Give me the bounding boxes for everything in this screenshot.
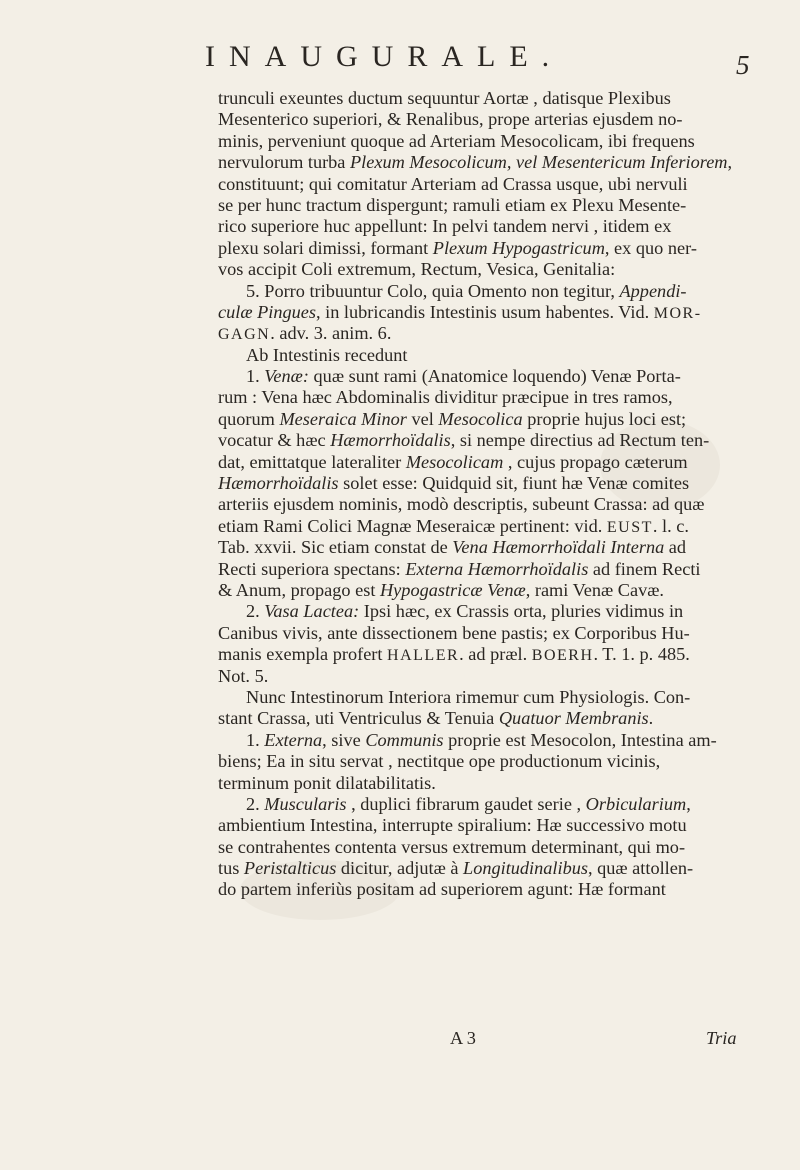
text-run: manis exempla profert xyxy=(218,644,388,665)
text-run: , cujus propago cæterum xyxy=(503,451,688,472)
italic-run: Hypogastricæ Venæ xyxy=(379,579,526,600)
text-run: . T. 1. p. 485. xyxy=(593,644,690,665)
text-run: Ab Intestinis recedunt xyxy=(246,344,408,365)
italic-run: Hæmorrhoïdalis xyxy=(218,473,339,494)
italic-run: culæ Pingues xyxy=(218,301,316,322)
text-run: proprie hujus loci est; xyxy=(522,408,687,429)
text-line xyxy=(218,666,738,687)
text-run: . adv. 3. anim. 6. xyxy=(270,323,392,344)
text-run: ad xyxy=(664,537,687,558)
text-line xyxy=(218,409,738,430)
text-run: dat, emittatque lateraliter xyxy=(218,451,406,472)
text-run: rum : Vena hæc Abdominalis dividitur præcipue in tres ramos, xyxy=(218,387,673,408)
italic-run: Quatuor Membranis xyxy=(498,708,649,729)
text-run: 1. xyxy=(246,366,265,387)
text-line xyxy=(218,452,738,473)
small-caps-run: GAGN xyxy=(218,326,271,344)
italic-run: Externa Hæmorrhoïdalis xyxy=(405,558,589,579)
text-run: , xyxy=(686,793,691,814)
text-line xyxy=(218,216,738,237)
text-line xyxy=(218,730,738,751)
small-caps-run: HALLER xyxy=(387,647,460,665)
text-line xyxy=(218,473,738,494)
text-line xyxy=(218,238,738,259)
text-run: Ipsi hæc, ex Crassis orta, pluries vidimus in xyxy=(359,601,684,622)
text-line xyxy=(218,879,738,900)
text-line xyxy=(218,366,738,387)
text-run: vocatur & hæc xyxy=(218,430,331,451)
italic-run: Plexum Hypogastricum xyxy=(432,237,605,258)
text-run: constituunt; qui comitatur Arteriam ad Crassa usque, ubi nervuli xyxy=(218,173,688,194)
signature-mark: A 3 xyxy=(450,1028,476,1048)
text-line xyxy=(218,773,738,794)
text-line xyxy=(218,708,738,729)
italic-run: Vena Hæmorrhoïdali Interna xyxy=(452,537,665,558)
text-run: , ex quo ner- xyxy=(604,237,697,258)
text-run: 1. xyxy=(246,729,265,750)
text-run: se contrahentes contenta versus extremum determinant, qui mo- xyxy=(218,836,686,857)
text-line xyxy=(218,174,738,195)
text-run: biens; Ea in situ servat , nectitque ope productionum vicinis, xyxy=(218,751,661,772)
text-line xyxy=(218,302,738,323)
catchword: Tria xyxy=(706,1028,737,1048)
text-run: . xyxy=(648,708,654,729)
text-run: vel xyxy=(406,408,439,429)
text-run: , duplici fibrarum gaudet serie , xyxy=(346,793,586,814)
text-run: minis, perveniunt quoque ad Arteriam Mesocolicam, ibi frequens xyxy=(218,130,695,151)
italic-run: Venæ: xyxy=(264,366,309,387)
text-line xyxy=(218,751,738,772)
italic-run: Communis xyxy=(365,729,444,750)
text-run: , quæ attollen- xyxy=(587,858,694,879)
italic-run: Longitudinalibus xyxy=(463,858,588,879)
text-run: , rami Venæ Cavæ. xyxy=(525,579,665,600)
text-run: 5. Porro tribuuntur Colo, quia Omento non tegitur, xyxy=(246,280,620,301)
text-line xyxy=(218,580,738,601)
text-run: etiam Rami Colici Magnæ Meseraicæ pertinent: vid. xyxy=(218,515,607,536)
text-run: solet esse: Quidquid sit, fiunt hæ Venæ comites xyxy=(338,473,690,494)
text-line xyxy=(218,259,738,280)
italic-run: Orbicularium xyxy=(585,793,687,814)
text-run: arteriis ejusdem nominis, modò descriptis, subeunt Crassa: ad quæ xyxy=(218,494,705,515)
text-line xyxy=(218,858,738,879)
text-line xyxy=(218,131,738,152)
text-run: tus xyxy=(218,858,244,879)
text-line xyxy=(218,195,738,216)
text-run: rico superiore huc appellunt: In pelvi tandem nervi , itidem ex xyxy=(218,216,672,237)
text-run: do partem inferiùs positam ad superiorem agunt: Hæ formant xyxy=(218,879,666,900)
text-line xyxy=(218,387,738,408)
text-run: trunculi exeuntes ductum sequuntur Aortæ , datisque Plexibus xyxy=(218,88,671,108)
text-line xyxy=(218,323,738,344)
text-line xyxy=(218,88,738,109)
text-run: nervulorum turba xyxy=(218,152,350,173)
text-run: , si nempe directius ad Rectum ten- xyxy=(450,430,710,451)
text-run: Canibus vivis, ante dissectionem bene pastis; ex Corporibus Hu- xyxy=(218,622,690,643)
text-line xyxy=(218,152,738,173)
text-run: , in lubricandis Intestinis usum habentes. Vid. xyxy=(316,301,654,322)
text-line xyxy=(218,815,738,836)
text-line xyxy=(218,794,738,815)
italic-run: Externa xyxy=(264,729,323,750)
text-line xyxy=(218,623,738,644)
italic-run: Plexum Mesocolicum, vel Mesentericum Inferiorem xyxy=(350,152,728,173)
text-run: 2. xyxy=(246,793,265,814)
text-line xyxy=(218,516,738,537)
text-run: se per hunc tractum dispergunt; ramuli etiam ex Plexu Mesente- xyxy=(218,194,687,215)
text-run: 2. xyxy=(246,601,265,622)
text-run: Not. 5. xyxy=(218,665,269,686)
text-run: Nunc Intestinorum Interiora rimemur cum Physiologis. Con- xyxy=(246,686,691,707)
text-run: , xyxy=(727,152,733,173)
text-line xyxy=(218,537,738,558)
text-run: stant Crassa, uti Ventriculus & Tenuia xyxy=(218,708,499,729)
text-run: Tab. xxvii. Sic etiam constat de xyxy=(218,537,453,558)
small-caps-run: BOERH xyxy=(531,647,594,665)
italic-run: Mesocolica xyxy=(438,408,523,429)
text-run: quæ sunt rami (Anatomice loquendo) Venæ Porta- xyxy=(308,366,681,387)
text-line xyxy=(218,687,738,708)
text-line xyxy=(218,494,738,515)
text-line xyxy=(218,837,738,858)
text-run: vos accipit Coli extremum, Rectum, Vesica, Genitalia: xyxy=(218,259,616,280)
italic-run: Mesocolicam xyxy=(405,451,504,472)
italic-run: Meseraica Minor xyxy=(279,408,407,429)
text-line xyxy=(218,430,738,451)
small-caps-run: EUST xyxy=(606,518,653,536)
text-line xyxy=(218,644,738,665)
italic-run: Appendi- xyxy=(619,280,687,301)
italic-run: Hæmorrhoïdalis xyxy=(330,430,451,451)
text-line xyxy=(218,559,738,580)
page-number: 5 xyxy=(736,50,750,80)
text-run: . ad præl. xyxy=(459,644,532,665)
text-run: proprie est Mesocolon, Intestina am- xyxy=(443,729,717,750)
italic-run: Vasa Lactea: xyxy=(264,601,360,622)
text-line xyxy=(218,345,738,366)
text-line xyxy=(218,601,738,622)
italic-run: Peristalticus xyxy=(243,858,337,879)
text-run: dicitur, adjutæ à xyxy=(336,858,464,879)
text-run: ad finem Recti xyxy=(588,558,701,579)
italic-run: Muscularis xyxy=(264,793,347,814)
text-run: ambientium Intestina, interrupte spiralium: Hæ successivo motu xyxy=(218,815,687,836)
text-line xyxy=(218,109,738,130)
running-head: INAUGURALE. xyxy=(205,40,564,73)
small-caps-run: MOR- xyxy=(653,304,702,322)
text-run: quorum xyxy=(218,408,280,429)
text-run: Mesenterico superiori, & Renalibus, prope arterias ejusdem no- xyxy=(218,109,683,130)
text-run: , sive xyxy=(322,729,366,750)
text-run: . l. c. xyxy=(652,515,689,536)
text-line xyxy=(218,281,738,302)
text-run: & Anum, propago est xyxy=(218,579,380,600)
text-run: Recti superiora spectans: xyxy=(218,558,406,579)
text-run: plexu solari dimissi, formant xyxy=(218,237,433,258)
body-text xyxy=(218,88,738,901)
text-run: terminum ponit dilatabilitatis. xyxy=(218,772,436,793)
